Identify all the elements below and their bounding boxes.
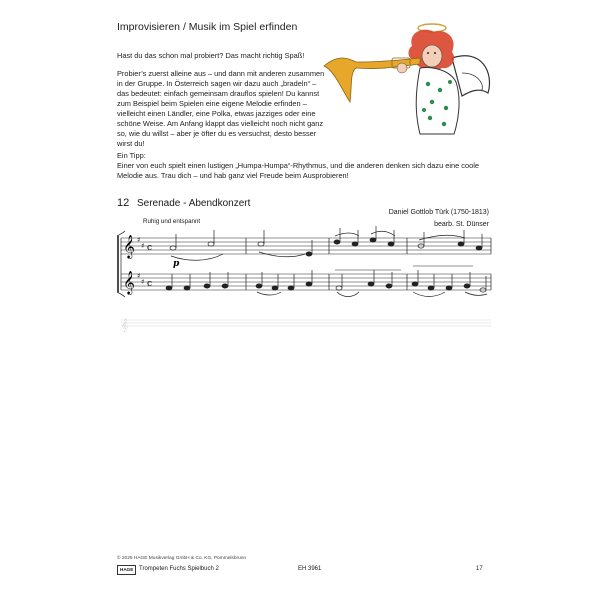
svg-text:𝄞: 𝄞	[121, 318, 129, 332]
footer-book-title: Trompeten Fuchs Spielbuch 2	[139, 566, 219, 572]
intro-paragraph: Hast du das schon mal probiert? Das macht richtig Spaß!	[117, 51, 305, 60]
explanation-paragraph: Probier’s zuerst alleine aus – und dann mit anderen zusammen in der Gruppe. In Österreich sagen wir dazu auch „bradeln“ – das bedeutet: einfach gemeinsam drauflos spielen! Du kannst zum Beispiel beim Spielen eine eigene Melodie erfinden – vielleicht einen Ländler, eine Polka, etwas jazziges oder eine schöne Weise. Am Anfang klappt das vielleicht noch nicht ganz so, wie du willst – aber je öfter du es versuchst, desto besser wirst du!	[117, 69, 325, 148]
common-time-icon: c	[147, 243, 153, 253]
composer-credit: Daniel Gottlob Türk (1750-1813)	[388, 209, 489, 216]
upper-staff	[121, 238, 491, 254]
section-title: Improvisieren / Musik im Spiel erfinden	[117, 21, 298, 33]
sharp-icon: ♯	[141, 242, 145, 250]
trumpet-angel-fox-icon	[312, 18, 502, 138]
lower-notes	[166, 270, 470, 290]
footer-copyright: © 2025 HAGE Musikverlag GmbH & Co. KG, Pommelsbrunn	[117, 556, 247, 561]
dynamic-marking: p	[173, 259, 180, 269]
faded-next-system	[113, 316, 495, 332]
tempo-marking: Ruhig und entspannt	[143, 218, 201, 225]
dress-icon	[416, 68, 459, 134]
upper-notes	[170, 230, 305, 260]
publisher-logo: HAGE	[117, 565, 136, 575]
tip-block	[117, 151, 497, 181]
treble-clef-icon: 𝄞	[123, 270, 135, 294]
sharp-icon: ♯	[141, 278, 145, 286]
common-time-icon: c	[147, 279, 153, 289]
lower-staff	[121, 274, 491, 290]
footer-page-number: 17	[476, 566, 483, 572]
treble-clef-icon: 𝄞	[123, 234, 135, 258]
piece-title: Serenade - Abendkonzert	[137, 198, 251, 209]
arranger-credit: bearb. St. Dünser	[434, 221, 489, 228]
tip-heading: Ein Tipp:	[117, 151, 146, 160]
footer-edition-code: EH 3961	[298, 566, 322, 572]
sharp-icon: ♯	[137, 236, 141, 244]
tip-text: Einer von euch spielt einen lustigen „Humpa-Humpa“-Rhythmus, und die anderen denken sich dazu eine coole Melodie aus. Trau dich – und hab ganz viel Freude beim Ausprobieren!	[117, 161, 479, 180]
piece-number: 12	[117, 197, 130, 209]
sharp-icon: ♯	[137, 272, 141, 280]
music-score	[113, 226, 495, 306]
